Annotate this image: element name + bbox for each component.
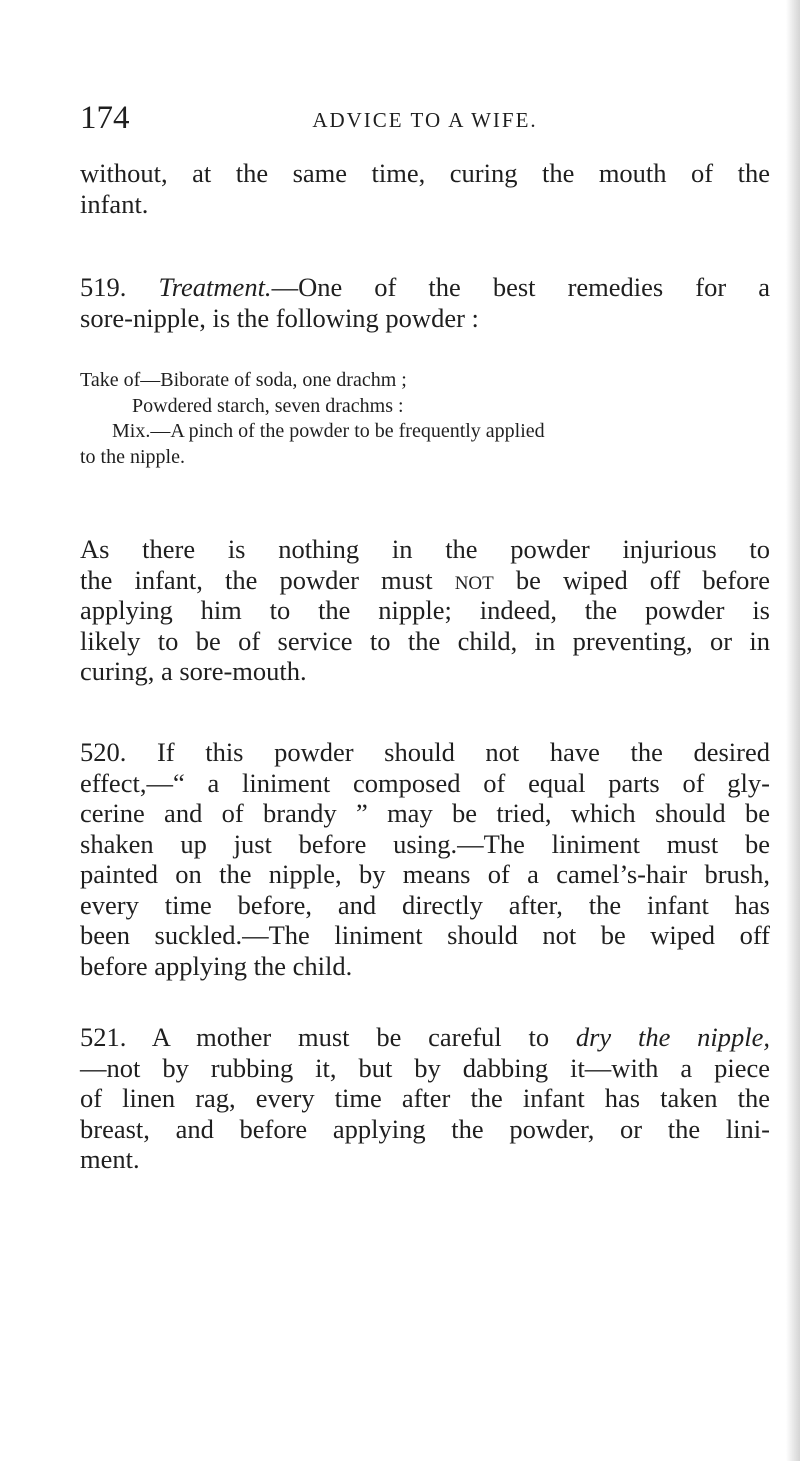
paragraph-continuation xyxy=(80,158,770,219)
recipe-block xyxy=(80,368,770,470)
page-number: 174 xyxy=(80,100,130,136)
text-line: every time before, and directly after, the infant has xyxy=(80,889,770,920)
text-line: cerine and of brandy ” may be tried, which should be xyxy=(80,798,770,828)
text-line: sore-nipple, is the following powder : xyxy=(80,302,479,333)
text-line: —not by rubbing it, but by dabbing it—with a piece xyxy=(80,1052,770,1083)
text-line: likely to be of service to the child, in preventing, or in xyxy=(80,625,770,656)
text-line: the infant, the powder must not be wiped off before xyxy=(80,564,770,595)
text-line: been suckled.—The liniment should not be wiped off xyxy=(80,920,770,950)
paragraph-519 xyxy=(80,272,770,333)
text-line: As there is nothing in the powder injurious to xyxy=(80,534,770,564)
text-line: before applying the child. xyxy=(80,950,353,981)
recipe-line: Mix.—A pinch of the powder to be frequently applied xyxy=(112,420,545,442)
text-line: 521. A mother must be careful to dry the nipple, xyxy=(80,1022,770,1052)
emphasis-not: not xyxy=(454,564,494,595)
recipe-line: Powdered starch, seven drachms : xyxy=(132,394,404,417)
emphasis-dry-the-nipple: dry the nipple, xyxy=(575,1022,770,1052)
text-line: infant. xyxy=(80,188,149,219)
text-line: painted on the nipple, by means of a camel’s-hair brush, xyxy=(80,859,770,889)
page-edge-shadow xyxy=(786,0,800,1461)
paragraph-520 xyxy=(80,737,770,981)
text-line: ment. xyxy=(80,1144,140,1174)
text-line: applying him to the nipple; indeed, the powder is xyxy=(80,595,770,625)
paragraph-powder xyxy=(80,534,770,687)
text-line: of linen rag, every time after the infant has taken the xyxy=(80,1083,770,1113)
paragraph-521 xyxy=(80,1022,770,1175)
text-line: breast, and before applying the powder, or the lini- xyxy=(80,1113,770,1144)
recipe-line: Take of—Biborate of soda, one drachm ; xyxy=(80,369,407,391)
text-line: effect,—“ a liniment composed of equal parts of gly- xyxy=(80,767,770,798)
recipe-line: to the nipple. xyxy=(80,445,185,468)
text-line: 520. If this powder should not have the desired xyxy=(80,737,770,767)
text-line: without, at the same time, curing the mouth of the xyxy=(80,158,770,188)
text-line: 519. Treatment.—One of the best remedies for a xyxy=(80,272,770,302)
section-heading: Treatment. xyxy=(158,272,272,302)
text-line: shaken up just before using.—The liniment must be xyxy=(80,828,770,859)
page-header xyxy=(80,98,770,138)
paragraph-number: 519. xyxy=(80,272,127,302)
text-line: curing, a sore-mouth. xyxy=(80,656,307,686)
running-head: ADVICE TO A WIFE. xyxy=(312,108,538,132)
